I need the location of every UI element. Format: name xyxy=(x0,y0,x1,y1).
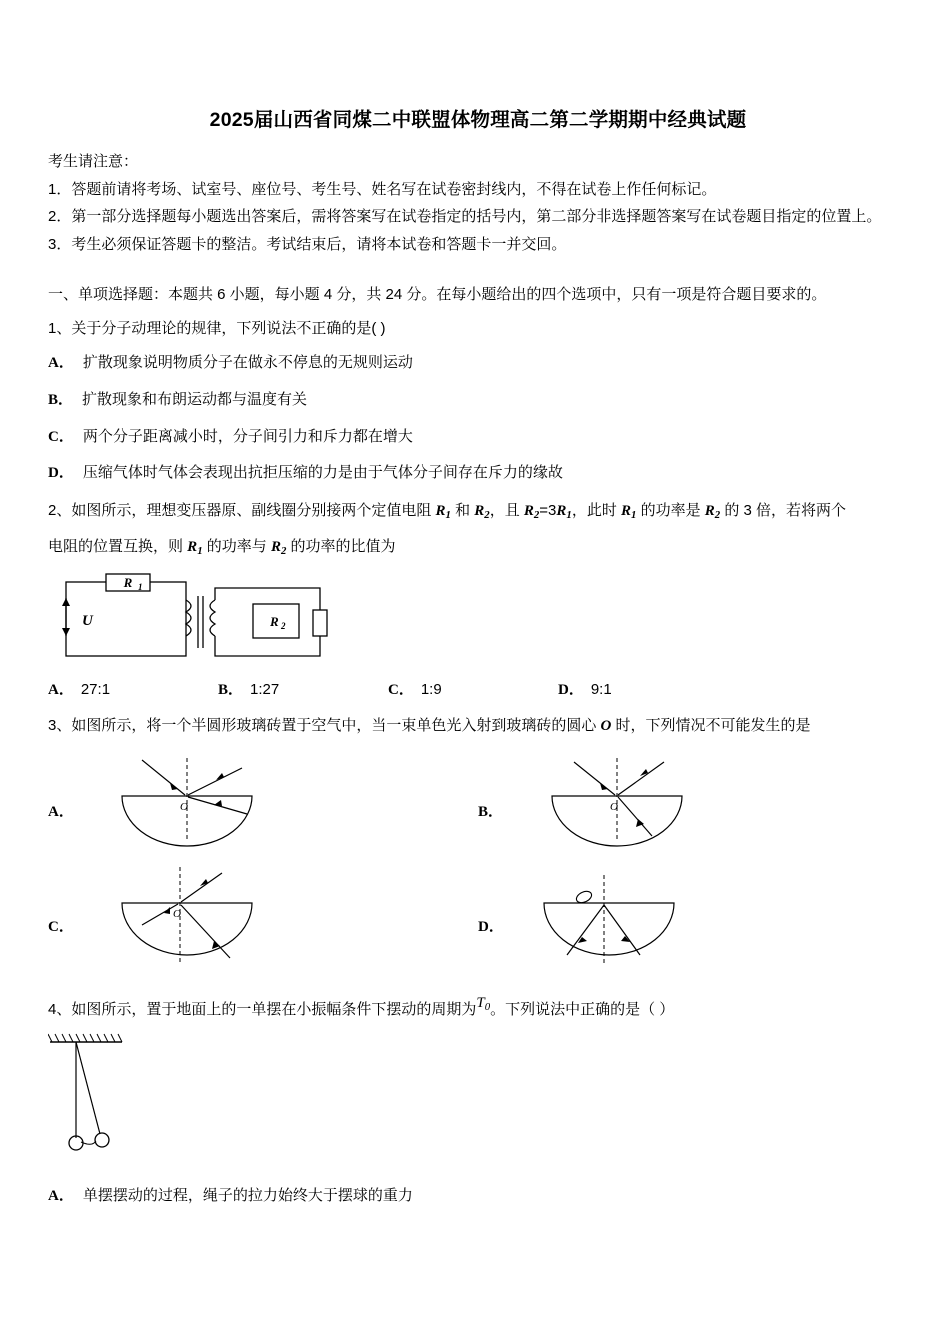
q2-text-i: 的功率与 xyxy=(202,538,271,556)
q2-opt-text-c: 1:9 xyxy=(420,680,442,698)
option-label-b: B． xyxy=(48,391,74,408)
notice-item-3: 3．考生必须保证答题卡的整洁。考试结束后，请将本试卷和答题卡一并交回。 xyxy=(48,235,567,253)
question-1-stem xyxy=(48,316,908,342)
question-1-number: 1、 xyxy=(48,319,72,337)
semicircle-optics-diagram-c xyxy=(82,863,302,981)
q4-period-symbol xyxy=(476,991,490,1017)
question-1-option-d xyxy=(48,461,908,486)
question-2-option-c xyxy=(388,678,558,699)
question-3-figures xyxy=(48,748,908,981)
question-4-number: 4、 xyxy=(48,1001,72,1019)
q2-text-a: 如图所示，理想变压器原、副线圈分别接两个定值电阻 xyxy=(71,502,436,520)
q4-period-letter: T xyxy=(476,995,485,1012)
question-2-option-d xyxy=(558,678,728,699)
page-title: 2025届山西省同煤二中联盟体物理高二第二学期期中经典试题 xyxy=(209,109,747,131)
q3-label-d: D． xyxy=(478,919,504,936)
q3-text-b: 时，下列情况不可能发生的是 xyxy=(611,716,811,734)
q2-text-f: 的功率是 xyxy=(636,502,705,520)
q3-center-symbol: O xyxy=(600,717,612,734)
notice-item-1: 1．答题前请将考场、试室号、座位号、考生号、姓名写在试卷密封线内，不得在试卷上作任何标记。 xyxy=(48,181,717,198)
page-content xyxy=(48,104,908,1220)
question-2-figure xyxy=(48,570,908,670)
q2-opt-text-a: 27:1 xyxy=(80,680,111,698)
q2-opt-label-a: A． xyxy=(48,681,74,698)
question-2-stem-line-2: 电阻的位置互换，则 $R_1$ 的功率与 $R_2$ 的功率的比值为 xyxy=(48,538,396,558)
semicircle-optics-diagram-a xyxy=(82,748,302,863)
question-2-number: 2、 xyxy=(48,502,72,520)
option-label-d: D． xyxy=(48,465,74,482)
question-1-option-c xyxy=(48,425,908,450)
question-1-option-a xyxy=(48,351,908,376)
question-4-figure xyxy=(48,1030,908,1170)
q4-opt-text-a: 单摆摆动的过程，绳子的拉力始终大于摆球的重力 xyxy=(82,1186,413,1204)
question-2-option-a xyxy=(48,678,218,699)
question-3-choice-c xyxy=(48,863,478,981)
q2-text-e: ，此时 xyxy=(571,502,621,520)
question-4-option-a xyxy=(48,1184,908,1209)
semicircle-optics-diagram-b xyxy=(512,748,732,863)
q2-text-j: 的功率的比值为 xyxy=(286,538,396,556)
question-3-choice-a xyxy=(48,748,478,863)
q2-opt-label-c: C． xyxy=(388,681,414,698)
q2-opt-label-b: B． xyxy=(218,681,244,698)
option-text-a: 扩散现象说明物质分子在做永不停息的无规则运动 xyxy=(82,354,413,372)
q2-text-g: 的 3 倍，若将两个 xyxy=(720,502,847,520)
question-3-choice-b xyxy=(478,748,908,863)
section-heading: 一、单项选择题：本题共 6 小题，每小题 4 分，共 24 分。在每小题给出的四个选项中，只有一项是符合题目要求的。 xyxy=(48,285,827,303)
option-text-c: 两个分子距离减小时，分子间引力和斥力都在增大 xyxy=(82,427,413,445)
question-1-option-b xyxy=(48,388,908,413)
q3-label-a: A． xyxy=(48,804,74,821)
transformer-circuit-diagram xyxy=(48,570,348,670)
q4-opt-label-a: A． xyxy=(48,1187,74,1204)
option-text-b: 扩散现象和布朗运动都与温度有关 xyxy=(82,390,308,408)
question-3-stem xyxy=(48,713,908,739)
q2-text-d: =3 xyxy=(539,502,557,520)
q4-period-subscript: 0 xyxy=(484,1001,491,1014)
q4-text-b: 。下列说法中正确的是（ ） xyxy=(490,1001,675,1019)
question-3-choice-d xyxy=(478,863,908,981)
option-label-c: C． xyxy=(48,428,74,445)
svg-text:R: R xyxy=(123,574,133,590)
option-text-d: 压缩气体时气体会表现出抗拒压缩的力是由于气体分子间存在斥力的缘故 xyxy=(82,464,563,482)
q2-text-c: ，且 xyxy=(489,502,524,520)
simple-pendulum-diagram xyxy=(48,1030,228,1170)
question-2-options xyxy=(48,678,908,699)
question-4-stem xyxy=(48,997,908,1024)
q3-text-a: 如图所示，将一个半圆形玻璃砖置于空气中，当一束单色光入射到玻璃砖的圆心 xyxy=(71,716,601,734)
question-1-text: 关于分子动理论的规律，下列说法不正确的是( ) xyxy=(71,319,386,337)
q2-text-b: 和 xyxy=(450,502,475,520)
question-3-number: 3、 xyxy=(48,716,72,734)
q3-label-c: C． xyxy=(48,919,74,936)
svg-text:1: 1 xyxy=(138,581,143,592)
notice-item-2: 2．第一部分选择题每小题选出答案后，需将答案写在试卷指定的括号内，第二部分非选择题答案写在试卷题目指定的位置上。 xyxy=(48,208,882,226)
question-2-option-b xyxy=(218,678,388,699)
svg-text:R: R xyxy=(270,613,279,629)
q2-opt-text-d: 9:1 xyxy=(590,680,612,698)
svg-text:2: 2 xyxy=(281,620,286,631)
q4-text-a: 如图所示，置于地面上的一单摆在小振幅条件下摆动的周期为 xyxy=(71,1001,477,1019)
option-label-a: A． xyxy=(48,355,74,372)
svg-text:O: O xyxy=(180,801,188,814)
notice-heading: 考生请注意： xyxy=(48,153,139,170)
q3-label-b: B． xyxy=(478,804,504,821)
semicircle-optics-diagram-d xyxy=(512,863,732,981)
question-2-stem-line-1: 2、如图所示，理想变压器原、副线圈分别接两个定值电阻 $R_1$ 和 $R_2$，且 $R_2=3R_1$，此时 $R_1$ 的功率是 $R_2$ 的 3 倍，若将两个 xyxy=(48,502,847,522)
q2-opt-label-d: D． xyxy=(558,681,584,698)
q2-opt-text-b: 1:27 xyxy=(250,680,280,698)
svg-text:O: O xyxy=(610,801,618,814)
q2-text-h: 电阻的位置互换，则 xyxy=(48,538,188,556)
svg-text:U: U xyxy=(82,612,93,629)
svg-text:O: O xyxy=(173,908,181,921)
